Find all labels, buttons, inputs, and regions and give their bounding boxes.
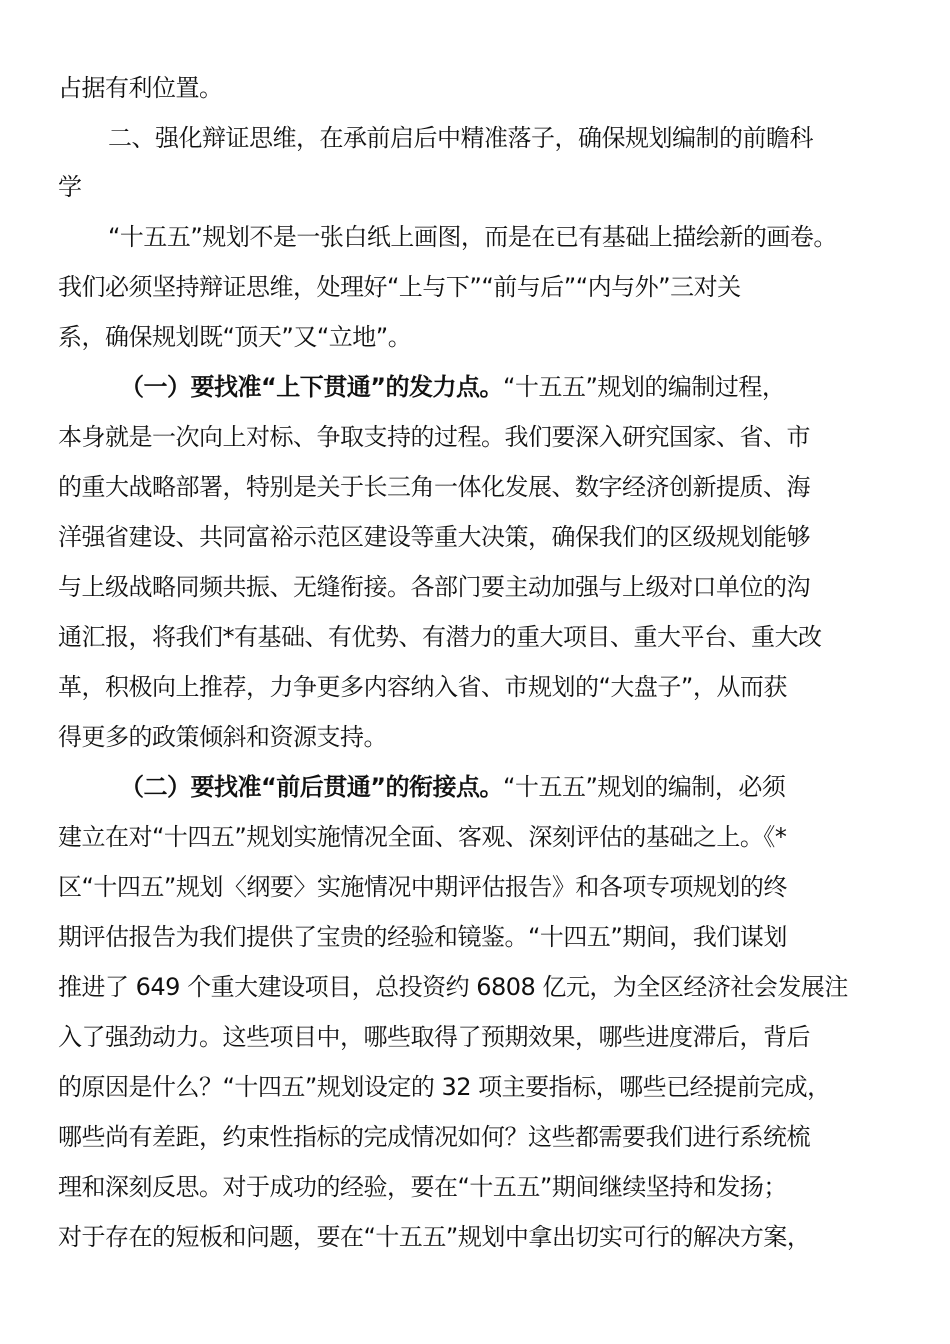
paragraph-line: “十五五”规划不是一张白纸上画图，而是在已有基础上描绘新的画卷。 <box>108 223 837 251</box>
paragraph-line: 的原因是什么？“十四五”规划设定的 32 项主要指标，哪些已经提前完成， <box>58 1073 831 1101</box>
subsection-heading: （二）要找准“前后贯通”的衔接点。 <box>120 773 504 801</box>
paragraph-line: 理和深刻反思。对于成功的经验，要在“十五五”期间继续坚持和发扬； <box>58 1173 787 1201</box>
paragraph-line: 区“十四五”规划〈纲要〉实施情况中期评估报告》和各项专项规划的终 <box>58 873 787 901</box>
paragraph-line: 占据有利位置。 <box>58 74 223 102</box>
subsection-line <box>120 372 785 402</box>
paragraph-line: 对于存在的短板和问题，要在“十五五”规划中拿出切实可行的解决方案， <box>58 1223 811 1251</box>
paragraph-line: 入了强劲动力。这些项目中，哪些取得了预期效果，哪些进度滞后，背后 <box>58 1023 810 1051</box>
paragraph-line: 期评估报告为我们提供了宝贵的经验和镜鉴。“十四五”期间，我们谋划 <box>58 923 787 951</box>
subsection-line <box>120 772 785 802</box>
paragraph-line: 洋强省建设、共同富裕示范区建设等重大决策，确保我们的区级规划能够 <box>58 523 810 551</box>
paragraph-line: 通汇报，将我们*有基础、有优势、有潜力的重大项目、重大平台、重大改 <box>58 623 822 651</box>
paragraph-line: 系，确保规划既“顶天”又“立地”。 <box>58 323 412 351</box>
section-heading-line: 二、强化辩证思维，在承前启后中精准落子，确保规划编制的前瞻科 <box>108 124 813 152</box>
paragraph-line: 哪些尚有差距，约束性指标的完成情况如何？这些都需要我们进行系统梳 <box>58 1123 810 1151</box>
section-heading-line: 学 <box>58 173 82 201</box>
paragraph-line: 得更多的政策倾斜和资源支持。 <box>58 723 387 751</box>
paragraph-line: 建立在对“十四五”规划实施情况全面、客观、深刻评估的基础之上。《* <box>58 823 787 851</box>
paragraph-line: 推进了 649 个重大建设项目，总投资约 6808 亿元，为全区经济社会发展注 <box>58 973 848 1001</box>
paragraph-line: 本身就是一次向上对标、争取支持的过程。我们要深入研究国家、省、市 <box>58 423 810 451</box>
paragraph-line: 革，积极向上推荐，力争更多内容纳入省、市规划的“大盘子”，从而获 <box>58 673 787 701</box>
paragraph-line: 我们必须坚持辩证思维，处理好“上与下”“前与后”“内与外”三对关 <box>58 273 741 301</box>
paragraph-line: 与上级战略同频共振、无缝衔接。各部门要主动加强与上级对口单位的沟 <box>58 573 810 601</box>
paragraph-text: “十五五”规划的编制，必须 <box>503 773 786 801</box>
paragraph-line: 的重大战略部署，特别是关于长三角一体化发展、数字经济创新提质、海 <box>58 473 810 501</box>
subsection-heading: （一）要找准“上下贯通”的发力点。 <box>120 373 504 401</box>
paragraph-text: “十五五”规划的编制过程， <box>503 373 786 401</box>
